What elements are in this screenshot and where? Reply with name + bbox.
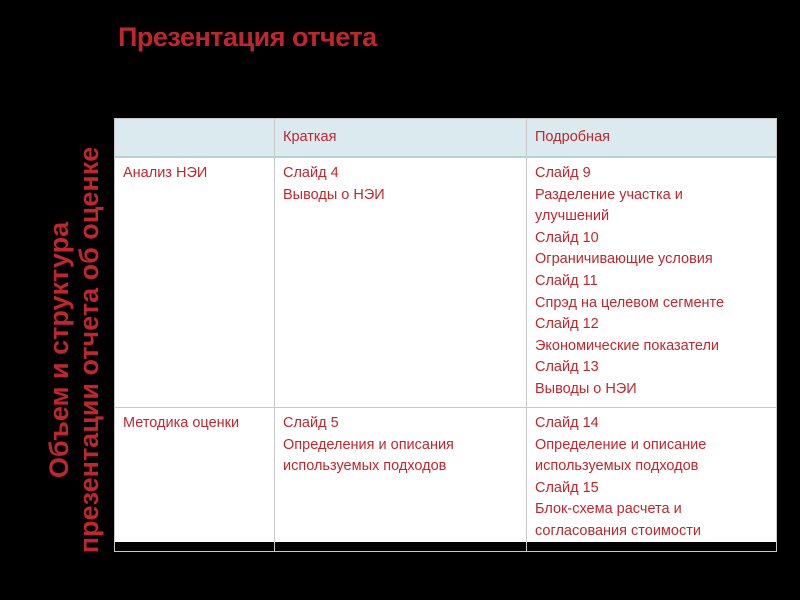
cell-line: Определение и описание xyxy=(535,436,707,453)
cell-line: Слайд 14 xyxy=(535,415,599,431)
cell-line: Экономические показатели xyxy=(535,337,720,354)
header-detailed: Подробная xyxy=(527,119,777,158)
row-label-hbu-analysis: Анализ НЭИ xyxy=(115,157,275,408)
row-label-valuation-method: Методика оценки xyxy=(115,408,275,552)
cell-line: Слайд 15 xyxy=(535,479,599,496)
table-row xyxy=(115,408,777,552)
cell-line: Ограничивающие условия xyxy=(535,251,713,268)
header-empty xyxy=(115,119,275,158)
side-caption-line-1: Объем и структура xyxy=(44,221,74,479)
cell-line: используемых подходов xyxy=(283,458,447,475)
cell-line: Слайд 4 xyxy=(283,165,339,181)
cell-line: Разделение участка и xyxy=(535,186,683,203)
cell-line: Слайд 10 xyxy=(535,229,599,246)
side-caption xyxy=(44,120,104,580)
cell-line: Выводы о НЭИ xyxy=(535,380,637,397)
cell-line: согласования стоимости xyxy=(535,522,701,539)
cell-short-method xyxy=(275,408,527,552)
cell-line: Выводы о НЭИ xyxy=(283,186,385,203)
table-header-row xyxy=(115,119,777,158)
report-structure-table xyxy=(114,118,776,542)
cell-line: используемых подходов xyxy=(535,458,699,475)
cell-line: Спрэд на целевом сегменте xyxy=(535,294,725,311)
side-caption-line-2: презентации отчета об оценке xyxy=(74,146,104,554)
table-row xyxy=(115,157,777,408)
cell-detailed-method xyxy=(527,408,777,552)
slide-title: Презентация отчета xyxy=(118,22,377,52)
cell-line: Блок-схема расчета и xyxy=(535,501,682,518)
cell-line: Слайд 11 xyxy=(535,272,598,289)
cell-line: Определения и описания xyxy=(283,436,454,453)
cell-line: Слайд 9 xyxy=(535,165,591,181)
cell-line: Слайд 13 xyxy=(535,359,599,376)
structure-table xyxy=(114,118,777,552)
cell-line: улучшений xyxy=(535,208,610,225)
cell-detailed-hbu xyxy=(527,157,777,408)
cell-short-hbu xyxy=(275,157,527,408)
header-short: Краткая xyxy=(275,119,527,158)
cell-line: Слайд 12 xyxy=(535,316,599,333)
cell-line: Слайд 5 xyxy=(283,415,339,431)
